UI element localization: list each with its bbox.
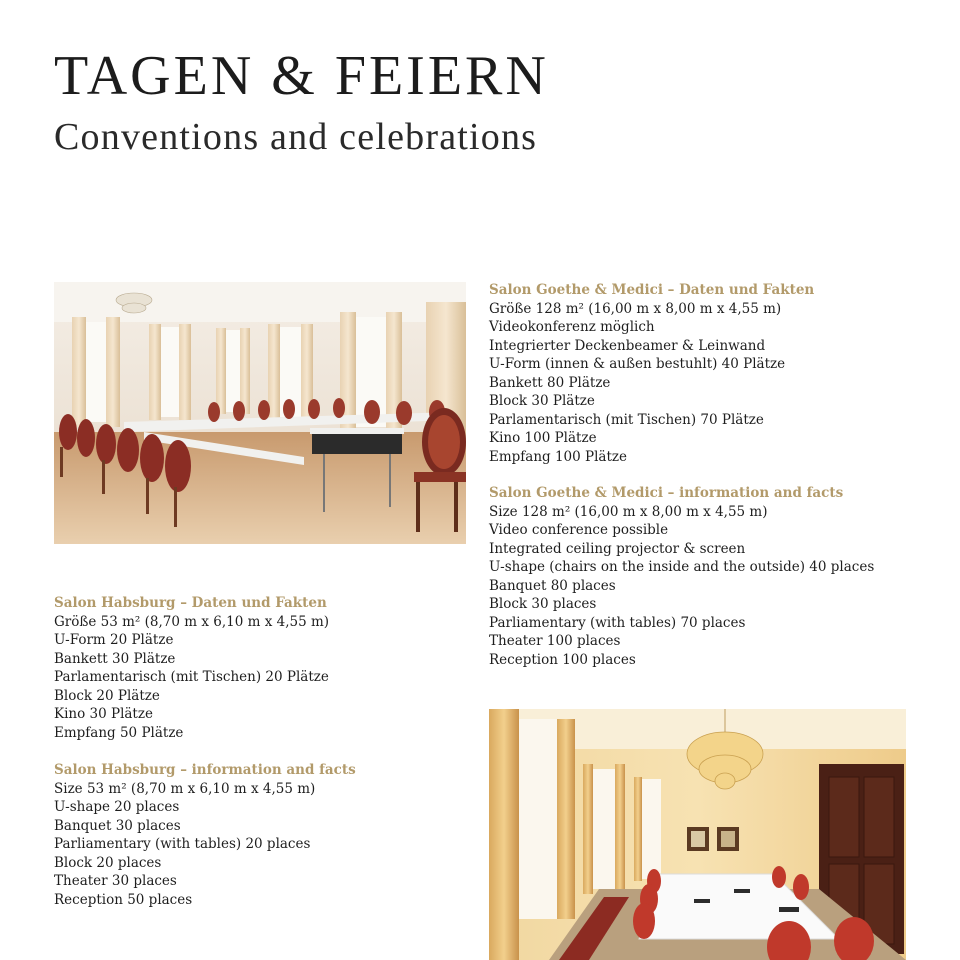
goethe-medici-facts-en — [489, 484, 874, 669]
fact-item: Parlamentarisch (mit Tischen) 20 Plätze — [54, 669, 329, 685]
fact-item: Kino 30 Plätze — [54, 706, 153, 722]
photo-salon-habsburg — [489, 709, 906, 960]
fact-item: Size 53 m² (8,70 m x 6,10 m x 4,55 m) — [54, 780, 316, 797]
page-subtitle: Conventions and celebrations — [54, 116, 538, 158]
fact-item: Size 128 m² (16,00 m x 8,00 m x 4,55 m) — [489, 503, 768, 520]
fact-item: Theater 30 places — [54, 873, 177, 889]
fact-item: Block 30 places — [489, 596, 597, 612]
habsburg-facts-de — [54, 594, 329, 742]
fact-item: U-shape (chairs on the inside and the outside) 40 places — [489, 559, 875, 575]
fact-item: Größe 128 m² (16,00 m x 8,00 m x 4,55 m) — [489, 300, 782, 317]
habsburg-facts-en — [54, 761, 356, 909]
fact-item: Größe 53 m² (8,70 m x 6,10 m x 4,55 m) — [54, 613, 330, 630]
section-heading: Salon Goethe & Medici – Daten und Fakten — [489, 282, 815, 298]
fact-item: Parlamentarisch (mit Tischen) 70 Plätze — [489, 411, 764, 428]
fact-item: Video conference possible — [489, 522, 669, 538]
fact-item: U-Form (innen & außen bestuhlt) 40 Plätze — [489, 356, 786, 372]
facts-list — [489, 503, 874, 670]
fact-item: Banquet 80 places — [489, 577, 616, 594]
fact-item: Integrierter Deckenbeamer & Leinwand — [489, 337, 766, 354]
fact-item: Reception 50 places — [54, 891, 193, 908]
facts-list — [489, 300, 814, 467]
fact-item: Integrated ceiling projector & screen — [489, 540, 746, 557]
fact-item: Block 20 places — [54, 854, 162, 871]
fact-item: Theater 100 places — [489, 633, 621, 649]
fact-item: U-Form 20 Plätze — [54, 632, 174, 648]
fact-item: Empfang 50 Plätze — [54, 724, 184, 741]
fact-item: Parliamentary (with tables) 70 places — [489, 614, 746, 631]
fact-item: Reception 100 places — [489, 651, 636, 668]
fact-item: Videokonferenz möglich — [489, 319, 655, 335]
section-heading: Salon Goethe & Medici – information and facts — [489, 485, 844, 501]
fact-item: Parliamentary (with tables) 20 places — [54, 836, 311, 852]
facts-list — [54, 780, 356, 910]
page-title: TAGEN & FEIERN — [54, 45, 549, 107]
fact-item: Bankett 30 Plätze — [54, 650, 176, 667]
goethe-medici-facts-de — [489, 281, 814, 466]
fact-item: U-shape 20 places — [54, 799, 180, 815]
photo-salon-goethe-medici — [54, 282, 466, 544]
fact-item: Bankett 80 Plätze — [489, 374, 611, 391]
fact-item: Empfang 100 Plätze — [489, 448, 628, 465]
fact-item: Banquet 30 places — [54, 817, 181, 834]
section-heading: Salon Habsburg – information and facts — [54, 762, 356, 778]
section-heading: Salon Habsburg – Daten und Fakten — [54, 595, 327, 611]
fact-item: Block 30 Plätze — [489, 393, 595, 409]
fact-item: Kino 100 Plätze — [489, 430, 597, 446]
facts-list — [54, 613, 329, 743]
fact-item: Block 20 Plätze — [54, 687, 160, 704]
